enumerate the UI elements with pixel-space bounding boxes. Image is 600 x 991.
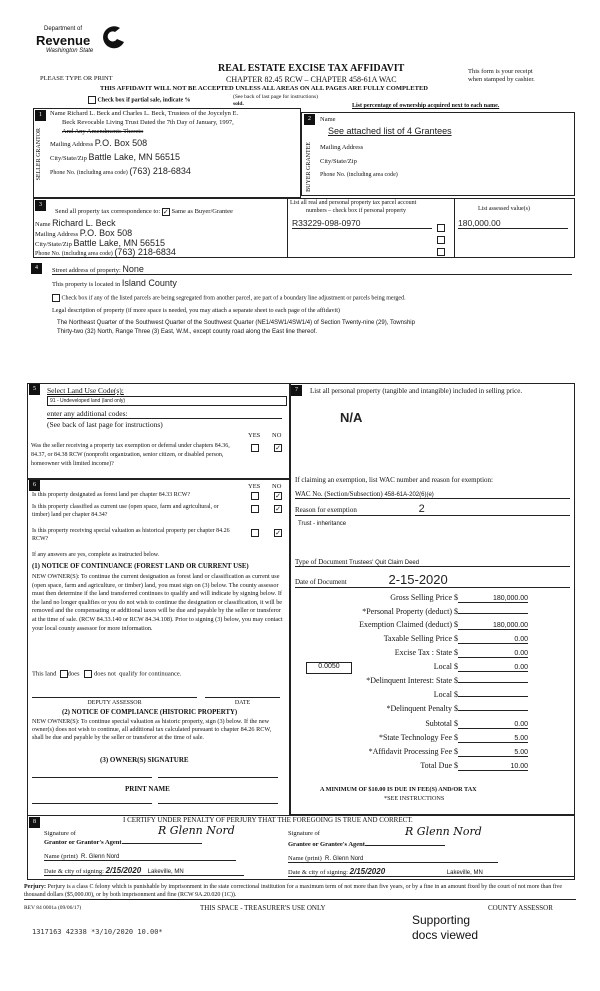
label: Perjury is a class C felony which is punishable by imprisonment in the state correctional institution for a maximum term of not more than five years, or by a fine in an amount fixed by the court of not more than five thousand dollars ($5,000.00), or by both imprisonment and fine (RCW 9A.20.020 (1C)).: [24, 884, 563, 898]
label: Perjury:: [24, 884, 46, 890]
additional-codes[interactable]: enter any additional codes:: [47, 409, 282, 419]
logo-dept: Department of: [44, 26, 83, 32]
fee-row: [300, 620, 530, 630]
fee-value[interactable]: 0.00: [458, 721, 528, 729]
grantor-print-name[interactable]: R. Glenn Nord: [81, 854, 120, 860]
seller-side-label: SELLER GRANTOR: [36, 128, 42, 181]
assessed-header: List assessed value(s): [478, 206, 530, 212]
label: Send all property tax correspondence to:: [55, 208, 161, 215]
label: Street address of property:: [52, 267, 121, 274]
label: Name: [320, 116, 336, 123]
current-use-question: Is this property classified as current use (open space, farm and agricultural, or timber) land per chapter 84.34?: [32, 504, 219, 518]
fee-value[interactable]: 0.00: [458, 650, 528, 658]
q3-no-checkbox[interactable]: ✓: [275, 529, 281, 537]
grantor-date[interactable]: 2/15/2020: [105, 866, 142, 875]
logo-state: Washington State: [46, 48, 94, 54]
fee-label: Excise Tax : State $: [394, 648, 458, 657]
label: Same as Buyer/Grantee: [171, 208, 233, 215]
fee-value[interactable]: 10.00: [458, 763, 528, 771]
fee-label: *Delinquent Penalty $: [386, 704, 458, 713]
fee-label: *Delinquent Interest: State $: [366, 676, 458, 685]
print-name-title: PRINT NAME: [125, 785, 170, 793]
grantor-signature-field[interactable]: [44, 839, 236, 846]
fee-value[interactable]: [458, 613, 528, 614]
fee-label: *Personal Property (deduct) $: [362, 607, 458, 616]
fee-row: [300, 733, 530, 743]
dor-logo-icon: [100, 24, 126, 50]
seller-phone[interactable]: (763) 218-6834: [129, 166, 191, 176]
list-pct-label: List percentage of ownership acquired next to each name.: [352, 103, 500, 109]
exemption-label: If claiming an exemption, list WAC number and reason for exemption:: [295, 476, 493, 484]
street-address[interactable]: None: [122, 264, 144, 274]
fee-label: Exemption Claimed (deduct) $: [359, 620, 458, 629]
q2-no-checkbox[interactable]: ✓: [275, 505, 281, 513]
same-as-buyer-checkbox[interactable]: ✓: [162, 207, 169, 216]
fee-value[interactable]: 180,000.00: [458, 595, 528, 603]
legal-description-1[interactable]: The Northeast Quarter of the Southwest Quarter of the Southwest Quarter (NE1/4SW1/4SW1/4) of Section Twenty-nine (29), Township: [57, 320, 415, 326]
fee-row: [300, 634, 530, 644]
no-header: NO: [272, 483, 282, 490]
treasurer-use: THIS SPACE - TREASURER'S USE ONLY: [200, 904, 326, 912]
label: City/State/Zip: [50, 155, 87, 162]
label: Mailing Address: [50, 141, 94, 148]
form-revision: REV 84 0001a (09/06/17): [24, 905, 82, 911]
label: does not: [94, 670, 116, 678]
local-rate[interactable]: 0.0050: [306, 662, 352, 674]
logo-revenue: Revenue: [36, 33, 91, 48]
seller-city[interactable]: Battle Lake, MN 56515: [88, 152, 181, 162]
print-name-line[interactable]: [32, 803, 152, 804]
personal-property-value[interactable]: N/A: [340, 410, 363, 425]
partial-sale-checkbox[interactable]: [88, 96, 96, 104]
certify-statement: I CERTIFY UNDER PENALTY OF PERJURY THAT THE FOREGOING IS TRUE AND CORRECT.: [123, 816, 413, 824]
section-number: 3: [35, 200, 46, 211]
receipt-note-2: when stamped by cashier.: [468, 76, 535, 83]
perjury-notice: [24, 883, 576, 900]
label: Signature of: [288, 830, 320, 837]
seller-name-3[interactable]: And Any Amendments Thereto: [62, 128, 144, 135]
fee-row: [300, 747, 530, 757]
fee-value[interactable]: [458, 696, 528, 697]
fee-value[interactable]: 0.00: [458, 664, 528, 672]
grantee-date[interactable]: 2/15/2020: [349, 867, 386, 876]
wac-number[interactable]: 458-61A-202(6)(e): [384, 492, 434, 498]
please-type: PLEASE TYPE OR PRINT: [40, 75, 113, 82]
grantee-signature-field[interactable]: [288, 841, 498, 848]
assessor-date-line[interactable]: DATE: [205, 697, 280, 706]
section-number: 2: [304, 114, 315, 125]
forest-question: Is this property designated as forest land per chapter 84.33 RCW?: [32, 492, 191, 498]
partial-sale-label: Check box if partial sale, indicate %: [97, 97, 191, 104]
section-number: 4: [31, 263, 42, 274]
land-use-select[interactable]: 91 - Undeveloped land (land only): [47, 396, 287, 406]
label: Date of Document: [295, 578, 347, 586]
personal-property-checkboxes: [437, 222, 445, 258]
seller-name-1[interactable]: Richard L. Beck and Charles L. Beck, Trustees of the Joycelyn E.: [67, 110, 239, 117]
fee-row: [300, 648, 530, 658]
sold-label: sold.: [233, 101, 244, 107]
fee-row: [300, 676, 530, 685]
see-back: (See back of last page for instructions): [233, 94, 318, 100]
section-number: 5: [29, 384, 40, 395]
corr-phone[interactable]: (763) 218-6834: [114, 247, 176, 257]
label: does: [67, 670, 80, 678]
fee-row: [300, 690, 530, 699]
land-use-label: Select Land Use Code(s):: [47, 386, 124, 395]
reason-handwritten[interactable]: 2: [418, 503, 425, 515]
county-assessor-label: COUNTY ASSESSOR: [488, 904, 553, 912]
label: Date & city of signing:: [44, 868, 104, 875]
notice-compliance-title: (2) NOTICE OF COMPLIANCE (HISTORIC PROPERTY): [62, 709, 238, 716]
assessed-value[interactable]: 180,000.00: [458, 218, 568, 229]
fee-value[interactable]: 0.00: [458, 636, 528, 644]
no-header: NO: [272, 432, 282, 439]
label: Reason for exemption: [295, 506, 357, 514]
legal-label: Legal description of property (if more space is needed, you may attach a separate sheet to each page of the affidavit): [52, 307, 340, 314]
grantee-signature: R Glenn Nord: [405, 825, 482, 838]
label: Name: [35, 221, 51, 228]
label: WAC No. (Section/Subsection): [295, 490, 383, 498]
label: Phone No. (including area code): [35, 251, 113, 257]
docs-viewed-stamp: docs viewed: [412, 928, 479, 942]
document-type[interactable]: Trustees' Quit Claim Deed: [349, 560, 420, 566]
fee-value[interactable]: [458, 682, 528, 683]
label: Name (print): [44, 853, 78, 860]
notice-compliance-text: NEW OWNER(S): To continue special valuation as historic property, sign (3) below. If the new owner(s) does not wish to continue, all additional tax calculated pursuant to chapter 84.26 RCW, shall be due and payable by the seller or transferor at the time of sale.: [32, 718, 272, 741]
label: City/State/Zip: [35, 241, 72, 248]
q5-yes-checkbox[interactable]: [251, 444, 259, 452]
form-title: REAL ESTATE EXCISE TAX AFFIDAVIT: [218, 63, 405, 74]
label: Mailing Address: [35, 231, 79, 238]
fee-label: Local $: [433, 690, 458, 699]
label: This property is located in: [52, 281, 121, 288]
fee-label: Taxable Selling Price $: [383, 634, 458, 643]
q3-yes-checkbox[interactable]: [251, 529, 259, 537]
section-number: 8: [29, 817, 40, 828]
grantee-city[interactable]: Lakeville, MN: [446, 870, 483, 876]
label: Grantee or Grantee's Agent: [288, 841, 365, 848]
personal-property-checkbox[interactable]: [437, 248, 445, 256]
fee-row: [300, 704, 530, 713]
form-warning: THIS AFFIDAVIT WILL NOT BE ACCEPTED UNLESS ALL AREAS ON ALL PAGES ARE FULLY COMPLETED: [100, 85, 428, 92]
minimum-note: A MINIMUM OF $10.00 IS DUE IN FEE(S) AND/OR TAX: [320, 786, 477, 793]
label: Type of Document: [295, 558, 348, 566]
label: Date & city of signing:: [288, 869, 348, 876]
owner-signature-line[interactable]: [32, 777, 152, 778]
seller-address[interactable]: P.O. Box 508: [94, 138, 148, 148]
supporting-stamp: Supporting: [412, 913, 471, 927]
exemption-question: Was the seller receiving a property tax exemption or deferral under chapters 84.36, 84.37, or 84.38 RCW (nonprofit organization, senior citizen, or disabled person, homeowner with limited income)?: [31, 443, 230, 467]
parcel-header-2: numbers – check box if personal property: [306, 208, 406, 214]
buyer-phone-label: Phone No. (including area code): [320, 172, 398, 178]
see-instructions: *SEE INSTRUCTIONS: [384, 795, 445, 802]
section-number: 6: [29, 480, 40, 491]
legal-description-2[interactable]: Thirty-two (32) North, Range Three (3) East, W.M., except county road along the East line thereof.: [57, 329, 318, 335]
fee-row: [300, 607, 530, 616]
corr-city[interactable]: Battle Lake, MN 56515: [73, 238, 166, 248]
buyer-city-label: City/State/Zip: [320, 158, 357, 165]
fee-label: Total Due $: [420, 761, 458, 770]
corr-name[interactable]: Richard L. Beck: [52, 218, 116, 228]
buyer-section: [301, 112, 575, 196]
fee-label: Gross Selling Price $: [390, 593, 458, 602]
see-back-5: (See back of last page for instructions): [47, 420, 163, 429]
grantee-print-name[interactable]: R. Glenn Nord: [325, 856, 364, 862]
fee-value[interactable]: 5.00: [458, 735, 528, 743]
owner-signature-title: (3) OWNER(S) SIGNATURE: [100, 756, 189, 764]
notice-continuance-text: NEW OWNER(S): To continue the current designation as forest land or classification as current use (open space, farm and agriculture, or timber) land, you must sign on (3) below. The county assessor must then determine if the land transferred continues to qualify and will indicate by signing below. If the land no longer qualifies or you do not wish to continue the designation or classification, it will be removed and the compensating or additional taxes will be due and payable by the seller or transferor at the time of sale. (RCW 84.33.140 or RCW 84.34.108). Prior to signing (3) below, you may contact your local county assessor for more information.: [32, 573, 283, 632]
q1-yes-checkbox[interactable]: [251, 492, 259, 500]
owner-signature-line-2[interactable]: [158, 777, 278, 778]
historic-question: Is this property receiving special valuation as historical property per chapter 84.26 RCW?: [32, 528, 230, 542]
form-chapter: CHAPTER 82.45 RCW – CHAPTER 458-61A WAC: [226, 75, 397, 84]
fee-value[interactable]: 5.00: [458, 749, 528, 757]
fee-value[interactable]: 180,000.00: [458, 622, 528, 630]
deputy-assessor-line[interactable]: DEPUTY ASSESSOR: [32, 697, 197, 706]
document-date[interactable]: 2-15-2020: [388, 572, 448, 587]
section-number: 7: [291, 385, 302, 396]
parcel-number[interactable]: R33229-098-0970: [292, 218, 432, 229]
personal-property-checkbox[interactable]: [437, 224, 445, 232]
fee-label: *Affidavit Processing Fee $: [368, 747, 458, 756]
print-name-line-2[interactable]: [158, 803, 278, 804]
label: Name: [50, 110, 66, 117]
segregated-checkbox[interactable]: [52, 294, 60, 302]
does-not-checkbox[interactable]: [84, 670, 92, 678]
grantor-signature: R Glenn Nord: [158, 824, 235, 837]
treasurer-receipt-stamp: 1317163 42338 *3/10/2020 10.00*: [32, 928, 163, 936]
label: Phone No. (including area code): [50, 170, 128, 176]
fee-value[interactable]: [458, 710, 528, 711]
label: qualify for continuance.: [119, 670, 182, 678]
label: Check box if any of the listed parcels are being segregated from another parcel, are part of a boundary line adjustment or parcels being merged.: [61, 295, 406, 302]
buyer-name[interactable]: See attached list of 4 Grantees: [328, 126, 452, 136]
yes-header: YES: [248, 483, 261, 490]
fee-label: Subtotal $: [425, 719, 458, 728]
buyer-side-label: BUYER GRANTEE: [306, 142, 312, 192]
fee-row: [300, 719, 530, 729]
q1-no-checkbox[interactable]: ✓: [275, 492, 281, 500]
label: Signature of: [44, 830, 76, 837]
label: Grantor or Grantor's Agent: [44, 839, 122, 846]
yes-header: YES: [248, 432, 261, 439]
notice-continuance-title: (1) NOTICE OF CONTINUANCE (FOREST LAND OR CURRENT USE): [32, 563, 249, 570]
label: Name (print): [288, 855, 322, 862]
fee-row: [300, 593, 530, 603]
q2-yes-checkbox[interactable]: [251, 505, 259, 513]
fee-label: *State Technology Fee $: [378, 733, 458, 742]
q5-no-checkbox[interactable]: ✓: [275, 444, 281, 452]
exemption-reason[interactable]: Trust - inheritance: [298, 521, 347, 527]
if-yes-note: If any answers are yes, complete as instructed below.: [32, 552, 160, 558]
grantor-city[interactable]: Lakeville, MN: [147, 869, 184, 875]
buyer-address-label: Mailing Address: [320, 144, 364, 151]
county[interactable]: Island County: [121, 278, 177, 288]
corr-address[interactable]: P.O. Box 508: [79, 228, 133, 238]
section-number: 1: [35, 110, 46, 121]
seller-name-2[interactable]: Beck Revocable Living Trust Dated the 7th Day of January, 1997,: [62, 119, 234, 126]
does-checkbox[interactable]: [60, 670, 68, 678]
fee-label: Local $: [433, 662, 458, 671]
fee-row: [300, 761, 530, 771]
personal-property-checkbox[interactable]: [437, 236, 445, 244]
parcel-header-1: List all real and personal property tax parcel account: [290, 200, 417, 206]
personal-property-label: List all personal property (tangible and intangible) included in selling price.: [310, 387, 523, 395]
dor-logo: [34, 20, 134, 60]
label: This land: [32, 670, 57, 678]
receipt-note-1: This form is your receipt: [468, 68, 533, 75]
